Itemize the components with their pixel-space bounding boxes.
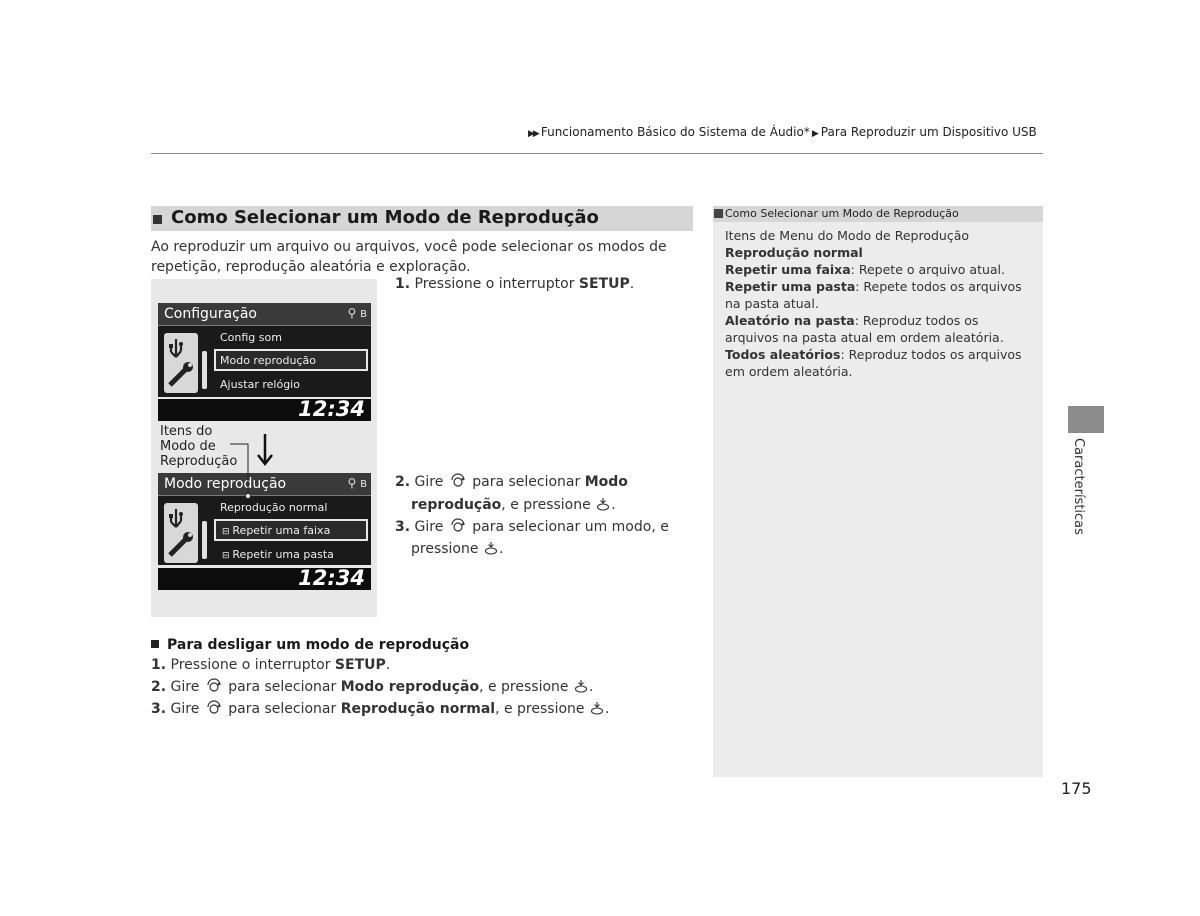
sidebar-heading: Como Selecionar um Modo de Reprodução <box>725 207 959 220</box>
step-text-post: , e pressione <box>495 701 585 717</box>
screen-title: Modo reprodução <box>164 476 287 492</box>
step-1 <box>395 273 634 296</box>
note-marker-icon <box>714 209 723 218</box>
square-bullet-icon <box>153 215 162 224</box>
mode-label: Reprodução normal <box>340 701 496 717</box>
step-text-end: . <box>588 679 594 695</box>
setup-label: SETUP <box>334 657 386 673</box>
sidebar-desc: : Reproduz todos os arquivos em ordem aleatória. <box>725 347 1022 379</box>
repeat-folder-icon: ⊟ <box>222 551 233 561</box>
subsection-title <box>151 637 469 653</box>
chapter-label-text: Características <box>1071 438 1086 535</box>
square-bullet-icon <box>151 640 159 648</box>
breadcrumb-part-1: Funcionamento Básico do Sistema de Áudio* <box>540 125 810 139</box>
sub-step-1 <box>151 654 390 677</box>
usb-bluetooth-icon: ⚲ ʙ <box>347 476 367 490</box>
step-number: 1. <box>151 657 167 673</box>
step-text-end: . <box>611 497 616 513</box>
double-triangle-icon: ▶▶ <box>528 129 538 139</box>
subsection-title-text: Para desligar um modo de reprodução <box>167 637 470 653</box>
step-text-post: , e pressione <box>479 679 569 695</box>
usb-wrench-icon <box>164 333 198 393</box>
mode-label-2: reprodução <box>411 497 502 513</box>
menu-item-label: Repetir uma pasta <box>232 548 334 561</box>
sidebar-body <box>725 227 1035 380</box>
setup-label: SETUP <box>578 276 630 292</box>
page-number: 175 <box>1061 779 1092 798</box>
step-3 <box>395 516 669 539</box>
chapter-tab <box>1068 406 1104 433</box>
sidebar-term: Repetir uma faixa <box>725 262 851 277</box>
step-text-end: . <box>385 657 391 673</box>
clock-bar <box>158 568 371 590</box>
mode-label: Modo <box>584 474 628 490</box>
sub-step-2 <box>151 676 593 699</box>
step-text-end: . <box>498 541 504 557</box>
press-knob-icon <box>590 701 604 715</box>
usb-bluetooth-icon: ⚲ ʙ <box>347 306 367 320</box>
breadcrumb <box>528 125 1037 139</box>
sidebar-term: Todos aleatórios <box>725 347 841 362</box>
sidebar-term: Reprodução normal <box>725 245 863 260</box>
step-text: Gire <box>170 701 200 717</box>
step-3-line-2 <box>411 538 503 561</box>
step-number: 3. <box>151 701 167 717</box>
step-number: 3. <box>395 519 411 535</box>
screen-configuracao <box>158 303 371 397</box>
menu-item-selected: Modo reprodução <box>220 354 316 367</box>
header-rule <box>151 153 1043 154</box>
menu-item: Reprodução normal <box>220 501 328 514</box>
step-number: 2. <box>395 474 411 490</box>
sidebar-desc: : Repete o arquivo atual. <box>850 262 1005 277</box>
step-number: 1. <box>395 276 411 292</box>
step-text-mid: para selecionar <box>467 474 585 490</box>
menu-item-selected <box>222 524 330 537</box>
screen-header <box>158 303 371 326</box>
figure-callout <box>160 424 237 469</box>
sidebar-heading-bar <box>713 206 1043 222</box>
step-text-mid: para selecionar <box>223 701 341 717</box>
step-text: Pressione o interruptor <box>414 276 579 292</box>
press-knob-icon <box>596 497 610 511</box>
chapter-label <box>1070 438 1088 538</box>
step-text-mid: para selecionar <box>223 679 341 695</box>
sidebar-desc: : Reproduz todos os arquivos na pasta atual em ordem aleatória. <box>725 313 1004 345</box>
sidebar-term: Repetir uma pasta <box>725 279 856 294</box>
menu-item: Config som <box>220 331 282 344</box>
clock-display: 12:34 <box>298 566 365 590</box>
step-text: Pressione o interruptor <box>170 657 335 673</box>
press-knob-icon <box>574 679 588 693</box>
repeat-icon: ⊟ <box>222 527 233 537</box>
sub-step-3 <box>151 698 609 721</box>
sidebar-intro: Itens de Menu do Modo de Reprodução <box>725 228 970 243</box>
scroll-bar <box>202 521 207 559</box>
step-text: Gire <box>414 474 444 490</box>
mode-label: Modo reprodução <box>340 679 480 695</box>
sidebar-item <box>725 346 1035 380</box>
screen-title: Configuração <box>164 306 257 322</box>
sidebar-item <box>725 312 1035 346</box>
step-text: Gire <box>170 679 200 695</box>
dial-knob-icon <box>450 518 466 534</box>
step-text-post: pressione <box>411 541 479 557</box>
sidebar-term: Aleatório na pasta <box>725 313 855 328</box>
menu-item <box>222 548 334 561</box>
step-text-mid: para selecionar um modo, e <box>467 519 669 535</box>
section-title-bar <box>151 206 693 231</box>
callout-line: Itens do <box>160 424 213 439</box>
dial-knob-icon <box>206 678 222 694</box>
dial-knob-icon <box>450 473 466 489</box>
sidebar-item <box>725 261 1035 278</box>
step-text-end: . <box>629 276 635 292</box>
section-title: Como Selecionar um Modo de Reprodução <box>171 207 599 228</box>
callout-line: Reprodução <box>160 454 238 469</box>
step-2 <box>395 471 628 494</box>
sidebar-item <box>725 278 1035 312</box>
press-knob-icon <box>484 541 498 555</box>
step-2-line-2 <box>411 494 616 517</box>
menu-item-label: Repetir uma faixa <box>232 524 331 537</box>
sidebar-note <box>713 206 1043 777</box>
usb-wrench-icon <box>164 503 198 563</box>
breadcrumb-part-2: Para Reproduzir um Dispositivo USB <box>820 125 1037 139</box>
triangle-icon: ▶ <box>811 129 819 139</box>
step-text: Gire <box>414 519 444 535</box>
step-text-post: , e pressione <box>501 497 591 513</box>
dial-knob-icon <box>206 700 222 716</box>
step-number: 2. <box>151 679 167 695</box>
callout-line: Modo de <box>160 439 216 454</box>
clock-bar <box>158 399 371 421</box>
step-text-end: . <box>604 701 610 717</box>
clock-display: 12:34 <box>298 397 365 421</box>
sidebar-desc: : Repete todos os arquivos na pasta atual. <box>725 279 1022 311</box>
menu-item: Ajustar relógio <box>220 378 300 391</box>
section-intro: Ao reproduzir um arquivo ou arquivos, você pode selecionar os modos de repetição, reprodução aleatória e exploração. <box>151 239 667 275</box>
sidebar-item <box>725 244 1035 261</box>
scroll-bar <box>202 351 207 389</box>
